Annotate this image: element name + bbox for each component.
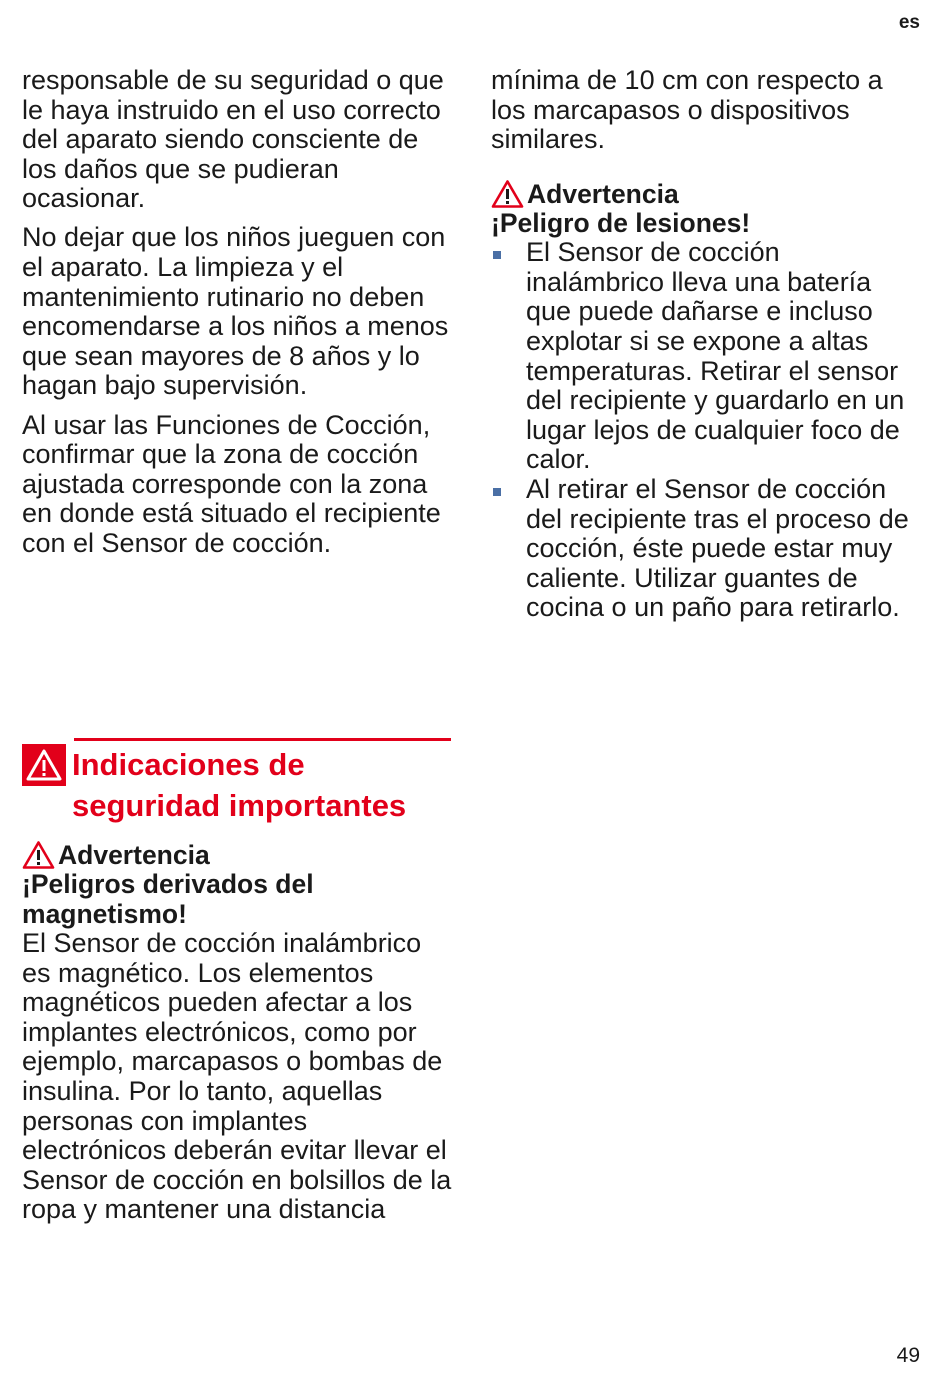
warning-subtitle: ¡Peligro de lesiones! (491, 207, 751, 238)
warning-triangle-icon (22, 840, 55, 870)
warning-label: Advertencia (58, 840, 210, 870)
warning-triangle-icon (491, 179, 524, 209)
warning-text: El Sensor de cocción inalámbrico es magnético. Los elementos magnéticos pueden afectar a los implantes electrónicos, como por ejemplo, marcapasos o bombas de insulina. Por lo tanto, aquellas personas con implantes electrónicos deberán evitar llevar el Sensor de cocción en bolsillos de la ropa y mantener una distancia (22, 928, 452, 1225)
paragraph-children: No dejar que los niños jueguen con el aparato. La limpieza y el mantenimiento rutinario no deben encomendarse a los niños a menos que sean mayores de 8 años y lo hagan bajo supervisión. (22, 222, 449, 401)
bullet-text: El Sensor de cocción inalámbrico lleva una batería que puede dañarse e incluso explotar si se expone a altas temperaturas. Retirar el sensor del recipiente y guardarlo en un lugar lejos de cualquier foco de calor. (526, 237, 905, 475)
section-heading (22, 738, 452, 826)
warning-heading (22, 840, 452, 870)
injury-bullet-list (491, 238, 921, 623)
warning-label: Advertencia (527, 178, 679, 209)
right-column (491, 66, 921, 623)
paragraph-cooking-functions: Al usar las Funciones de Cocción, confirmar que la zona de cocción ajustada corresponde con la zona en donde está situado el recipiente con el Sensor de cocción. (22, 409, 441, 558)
magnetism-warning (22, 840, 452, 1225)
section-title: Indicaciones de seguridad importantes (72, 747, 407, 823)
list-item (491, 475, 921, 623)
left-column (22, 66, 452, 568)
section-divider (74, 738, 451, 741)
section-warning-icon (22, 744, 66, 786)
bullet-text: Al retirar el Sensor de cocción del recipiente tras el proceso de cocción, éste puede estar muy caliente. Utilizar guantes de cocina o un paño para retirarlo. (526, 474, 909, 623)
warning-subtitle: ¡Peligros derivados del magnetismo! (22, 869, 314, 929)
warning-heading (491, 179, 921, 209)
square-bullet-icon (493, 251, 501, 259)
language-code: es (898, 12, 920, 33)
square-bullet-icon (493, 488, 501, 496)
list-item (491, 238, 921, 475)
paragraph-responsibility: responsable de su seguridad o que le haya instruido en el uso correcto del aparato siendo consciente de los daños que se pudieran ocasionar. (22, 65, 444, 214)
page-number: 49 (896, 1344, 920, 1367)
safety-section (22, 738, 452, 1225)
paragraph-continuation: mínima de 10 cm con respecto a los marcapasos o dispositivos similares. (491, 65, 883, 155)
